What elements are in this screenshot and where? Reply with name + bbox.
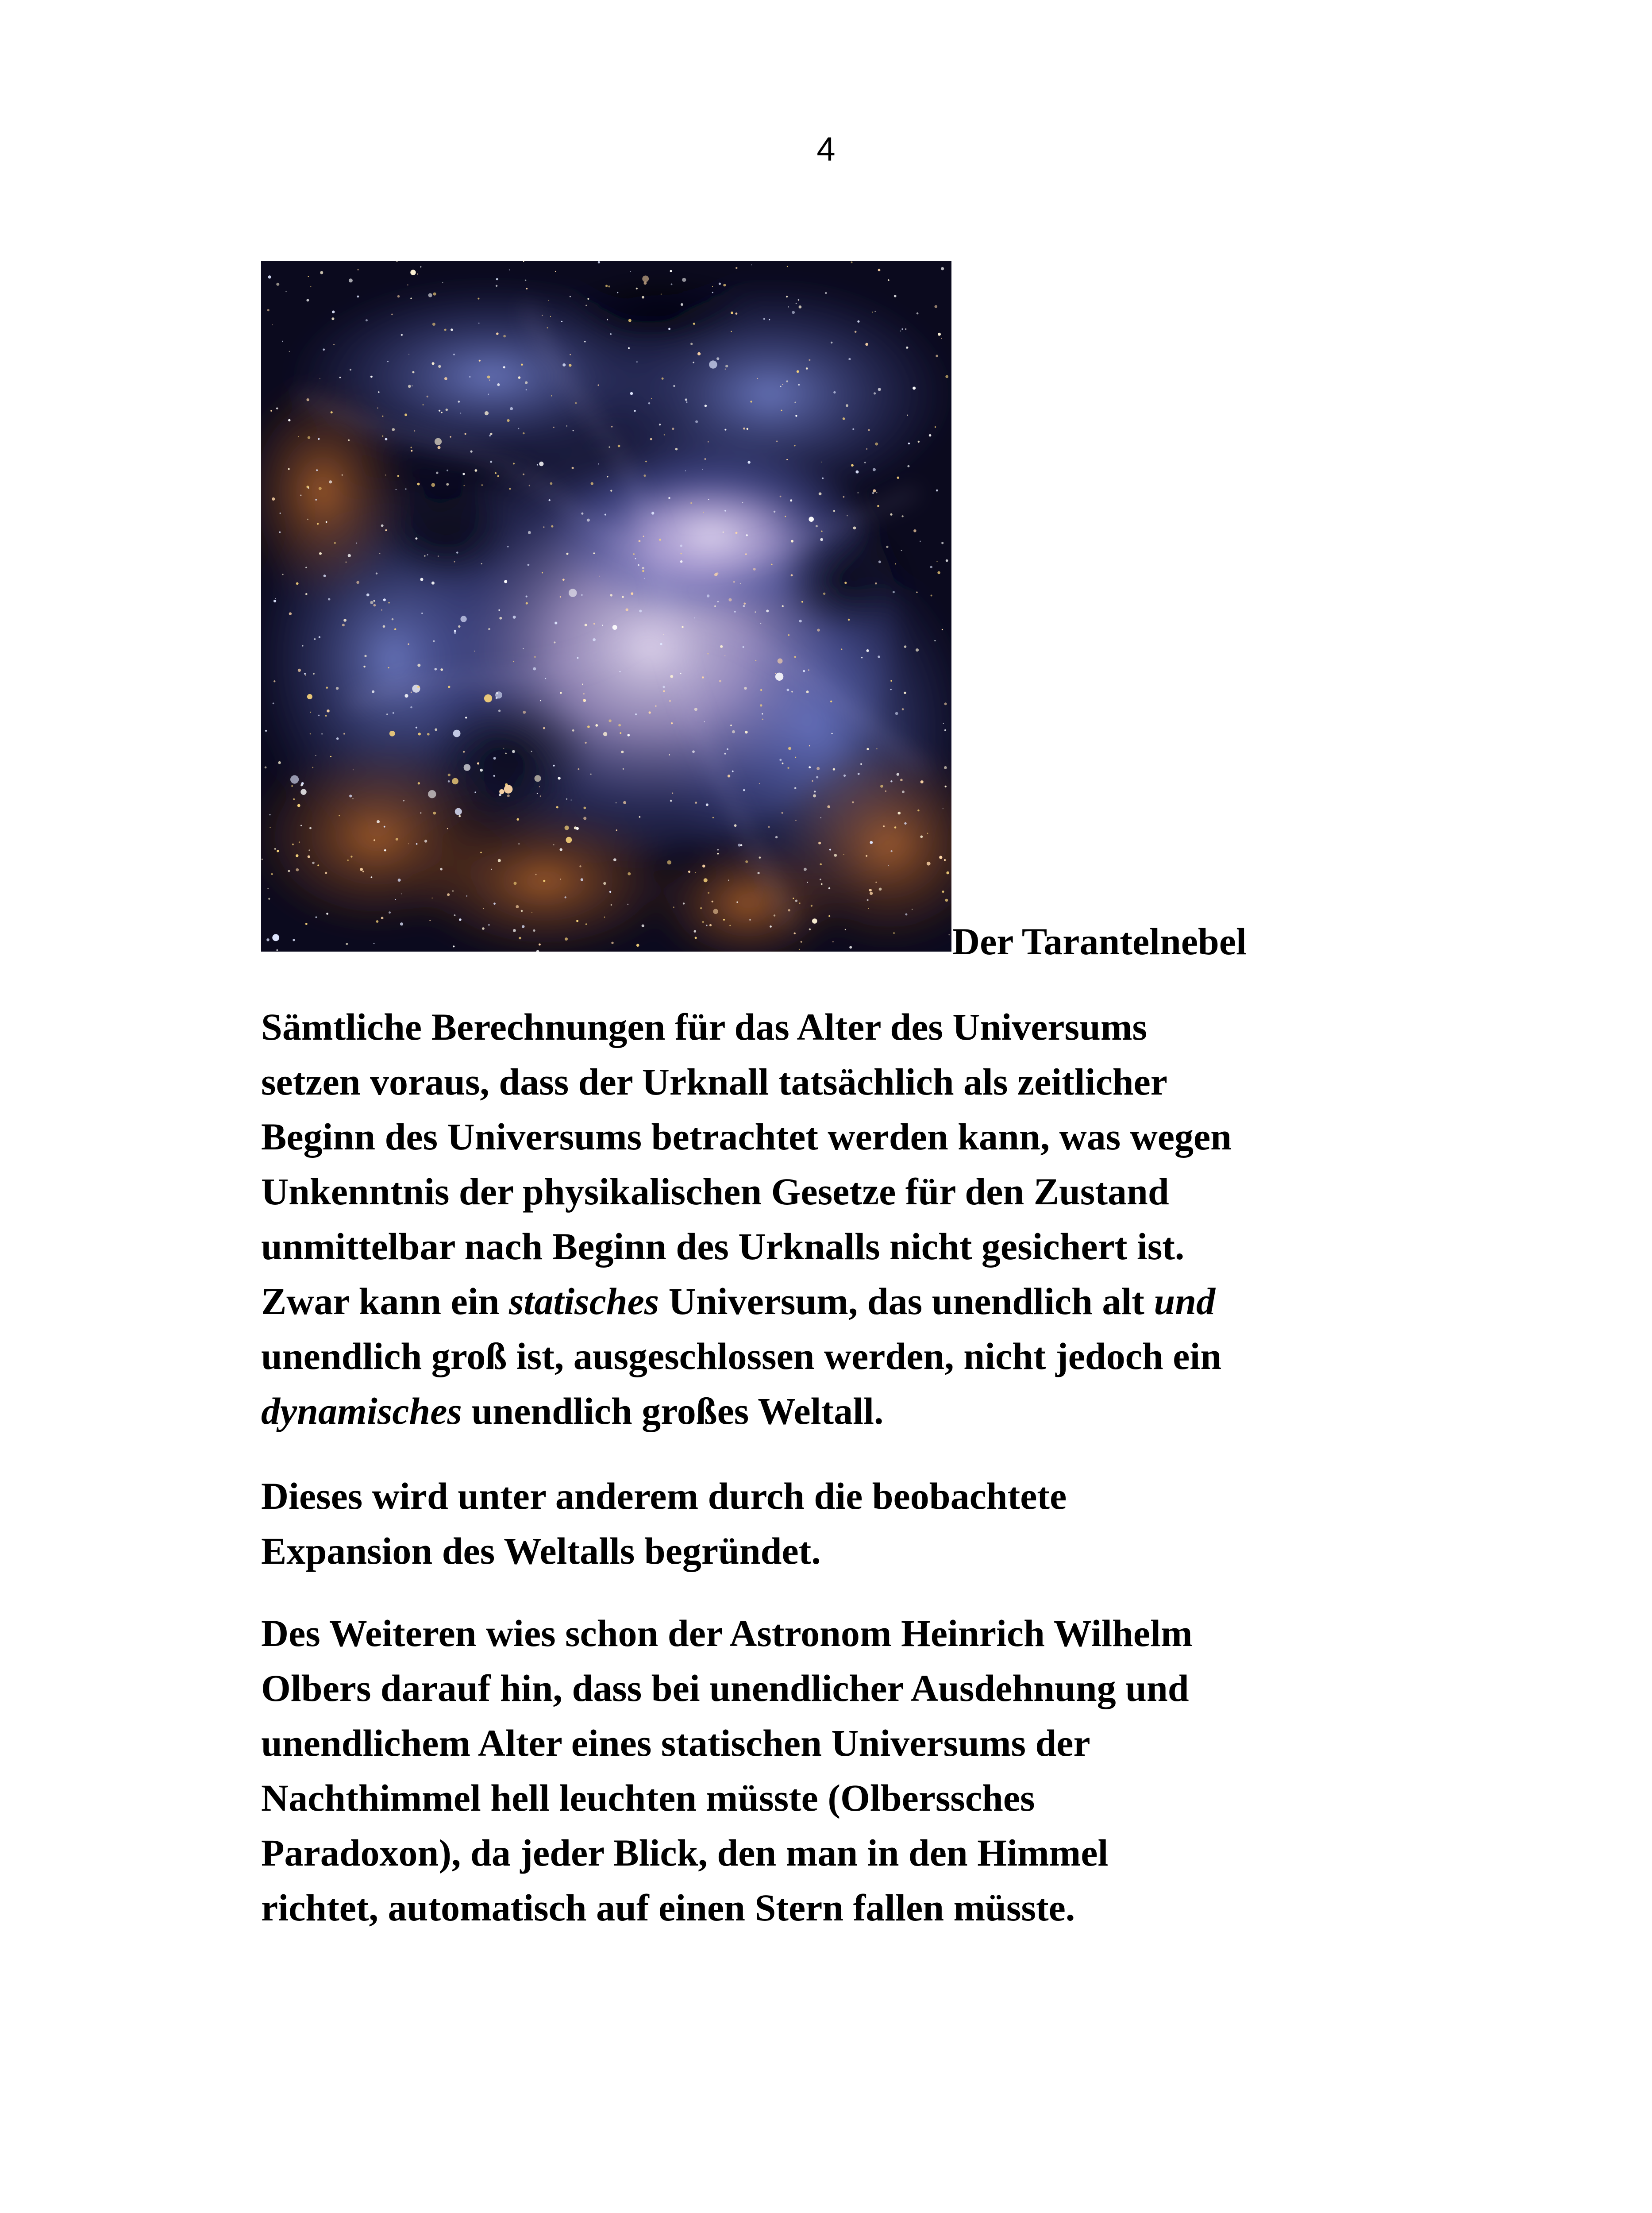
text-line: unendlichem Alter eines statischen Universums der	[261, 1722, 1090, 1764]
text-line: Nachthimmel hell leuchten müsste (Olberssches	[261, 1777, 1035, 1819]
text-line: Olbers darauf hin, dass bei unendlicher Ausdehnung und	[261, 1667, 1189, 1709]
text-line: Expansion des Weltalls begründet.	[261, 1530, 821, 1572]
text-run: Zwar kann ein	[261, 1280, 509, 1322]
text-line: unendlich groß ist, ausgeschlossen werden, nicht jedoch ein	[261, 1335, 1222, 1377]
text-line: Sämtliche Berechnungen für das Alter des Universums	[261, 1006, 1147, 1048]
emphasis-und: und	[1154, 1280, 1216, 1322]
text-line: Dieses wird unter anderem durch die beobachtete	[261, 1475, 1067, 1517]
paragraph-age-of-universe	[261, 999, 1456, 1438]
text-line: setzen voraus, dass der Urknall tatsächlich als zeitlicher	[261, 1060, 1167, 1103]
text-run: Universum, das unendlich alt	[659, 1280, 1154, 1322]
text-line: Des Weiteren wies schon der Astronom Heinrich Wilhelm	[261, 1612, 1193, 1654]
text-line: Unkenntnis der physikalischen Gesetze für den Zustand	[261, 1170, 1169, 1213]
emphasis-statisches: statisches	[508, 1280, 659, 1322]
text-line: Beginn des Universums betrachtet werden kann, was wegen	[261, 1115, 1232, 1158]
text-line: richtet, automatisch auf einen Stern fallen müsste.	[261, 1886, 1075, 1929]
text-line: Paradoxon), da jeder Blick, den man in den Himmel	[261, 1831, 1109, 1874]
paragraph-olbers-paradox	[261, 1606, 1456, 1935]
text-line	[261, 1274, 1456, 1329]
text-line: unmittelbar nach Beginn des Urknalls nicht gesichert ist.	[261, 1225, 1185, 1268]
tarantula-nebula-image	[261, 261, 951, 952]
paragraph-expansion	[261, 1469, 1456, 1578]
figure	[261, 261, 1412, 963]
text-line	[261, 1384, 1456, 1438]
text-run: unendlich großes Weltall.	[462, 1390, 884, 1432]
page-number: 4	[816, 131, 836, 168]
figure-caption: Der Tarantelnebel	[952, 920, 1247, 963]
emphasis-dynamisches: dynamisches	[261, 1390, 462, 1432]
